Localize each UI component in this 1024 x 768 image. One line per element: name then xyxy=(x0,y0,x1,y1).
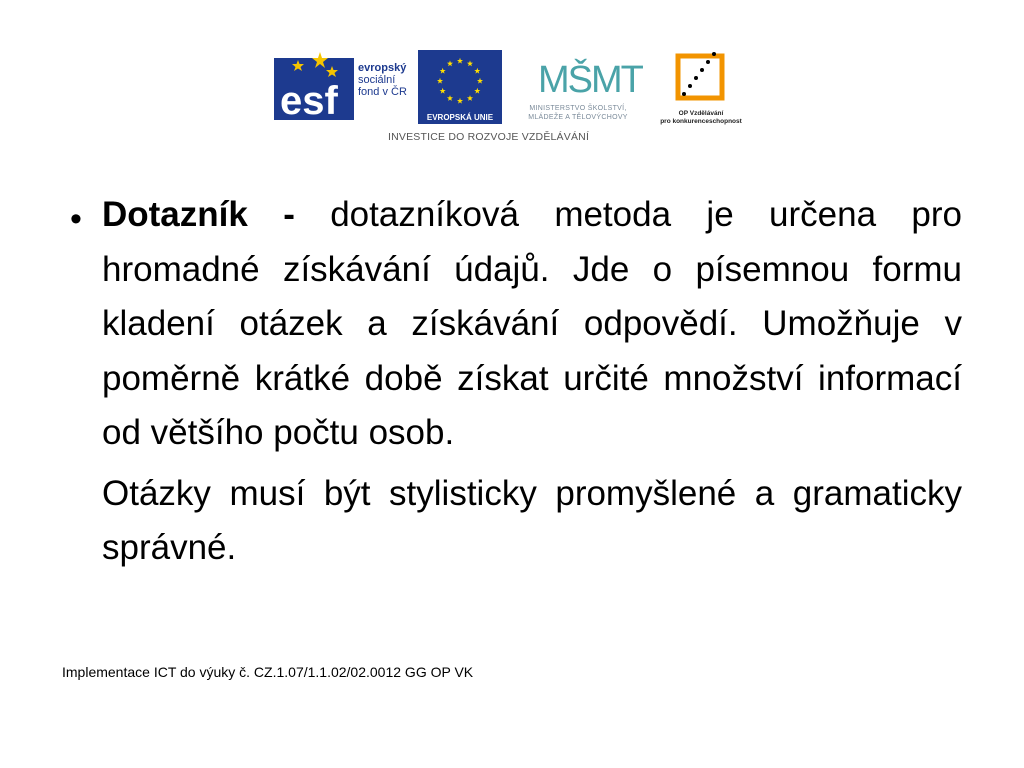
definition-text: dotazníková metoda je určena pro hromadné získávání údajů. Jde o písemnou formu kladení otázek a získávání odpovědí. Umožňuje v poměrně krátké době získat určité množství informací od většího počtu osob. xyxy=(102,195,962,452)
bullet-item xyxy=(62,188,962,461)
esf-line-3: fond v ČR xyxy=(358,86,407,98)
esf-line-1: evropský xyxy=(358,62,407,74)
op-line-1: OP Vzdělávání xyxy=(678,110,724,117)
op-logo xyxy=(650,46,752,126)
definition-paragraph xyxy=(102,188,962,461)
msmt-emblem xyxy=(508,46,648,104)
footer-text: Implementace ICT do výuky č. CZ.1.07/1.1.02/02.0012 GG OP VK xyxy=(62,664,474,680)
msmt-name xyxy=(508,104,648,122)
eu-label: EVROPSKÁ UNIE xyxy=(418,112,502,124)
esf-logo xyxy=(272,48,412,124)
eu-logo xyxy=(418,50,502,124)
msmt-line-2: MLÁDEŽE A TĚLOVÝCHOVY xyxy=(528,114,628,121)
msmt-line-1: MINISTERSTVO ŠKOLSTVÍ, xyxy=(529,105,627,112)
slide-content xyxy=(62,188,962,576)
op-emblem-icon xyxy=(650,46,752,108)
eu-flag-icon xyxy=(418,50,502,112)
esf-name xyxy=(358,62,407,98)
term: Dotazník - xyxy=(102,195,295,234)
bullet-marker: • xyxy=(70,200,82,238)
msmt-logo xyxy=(508,46,648,126)
investice-tagline: INVESTICE DO ROZVOJE VZDĚLÁVÁNÍ xyxy=(388,131,590,143)
logo-bar xyxy=(272,42,752,152)
op-line-2: pro konkurenceschopnost xyxy=(660,118,742,125)
op-name xyxy=(650,110,752,126)
esf-mark: esf xyxy=(280,79,338,123)
note-paragraph: Otázky musí být stylisticky promyšlené a gramaticky správné. xyxy=(102,473,962,567)
msmt-mark: MŠMT xyxy=(538,59,642,101)
esf-line-2: sociální xyxy=(358,74,396,86)
